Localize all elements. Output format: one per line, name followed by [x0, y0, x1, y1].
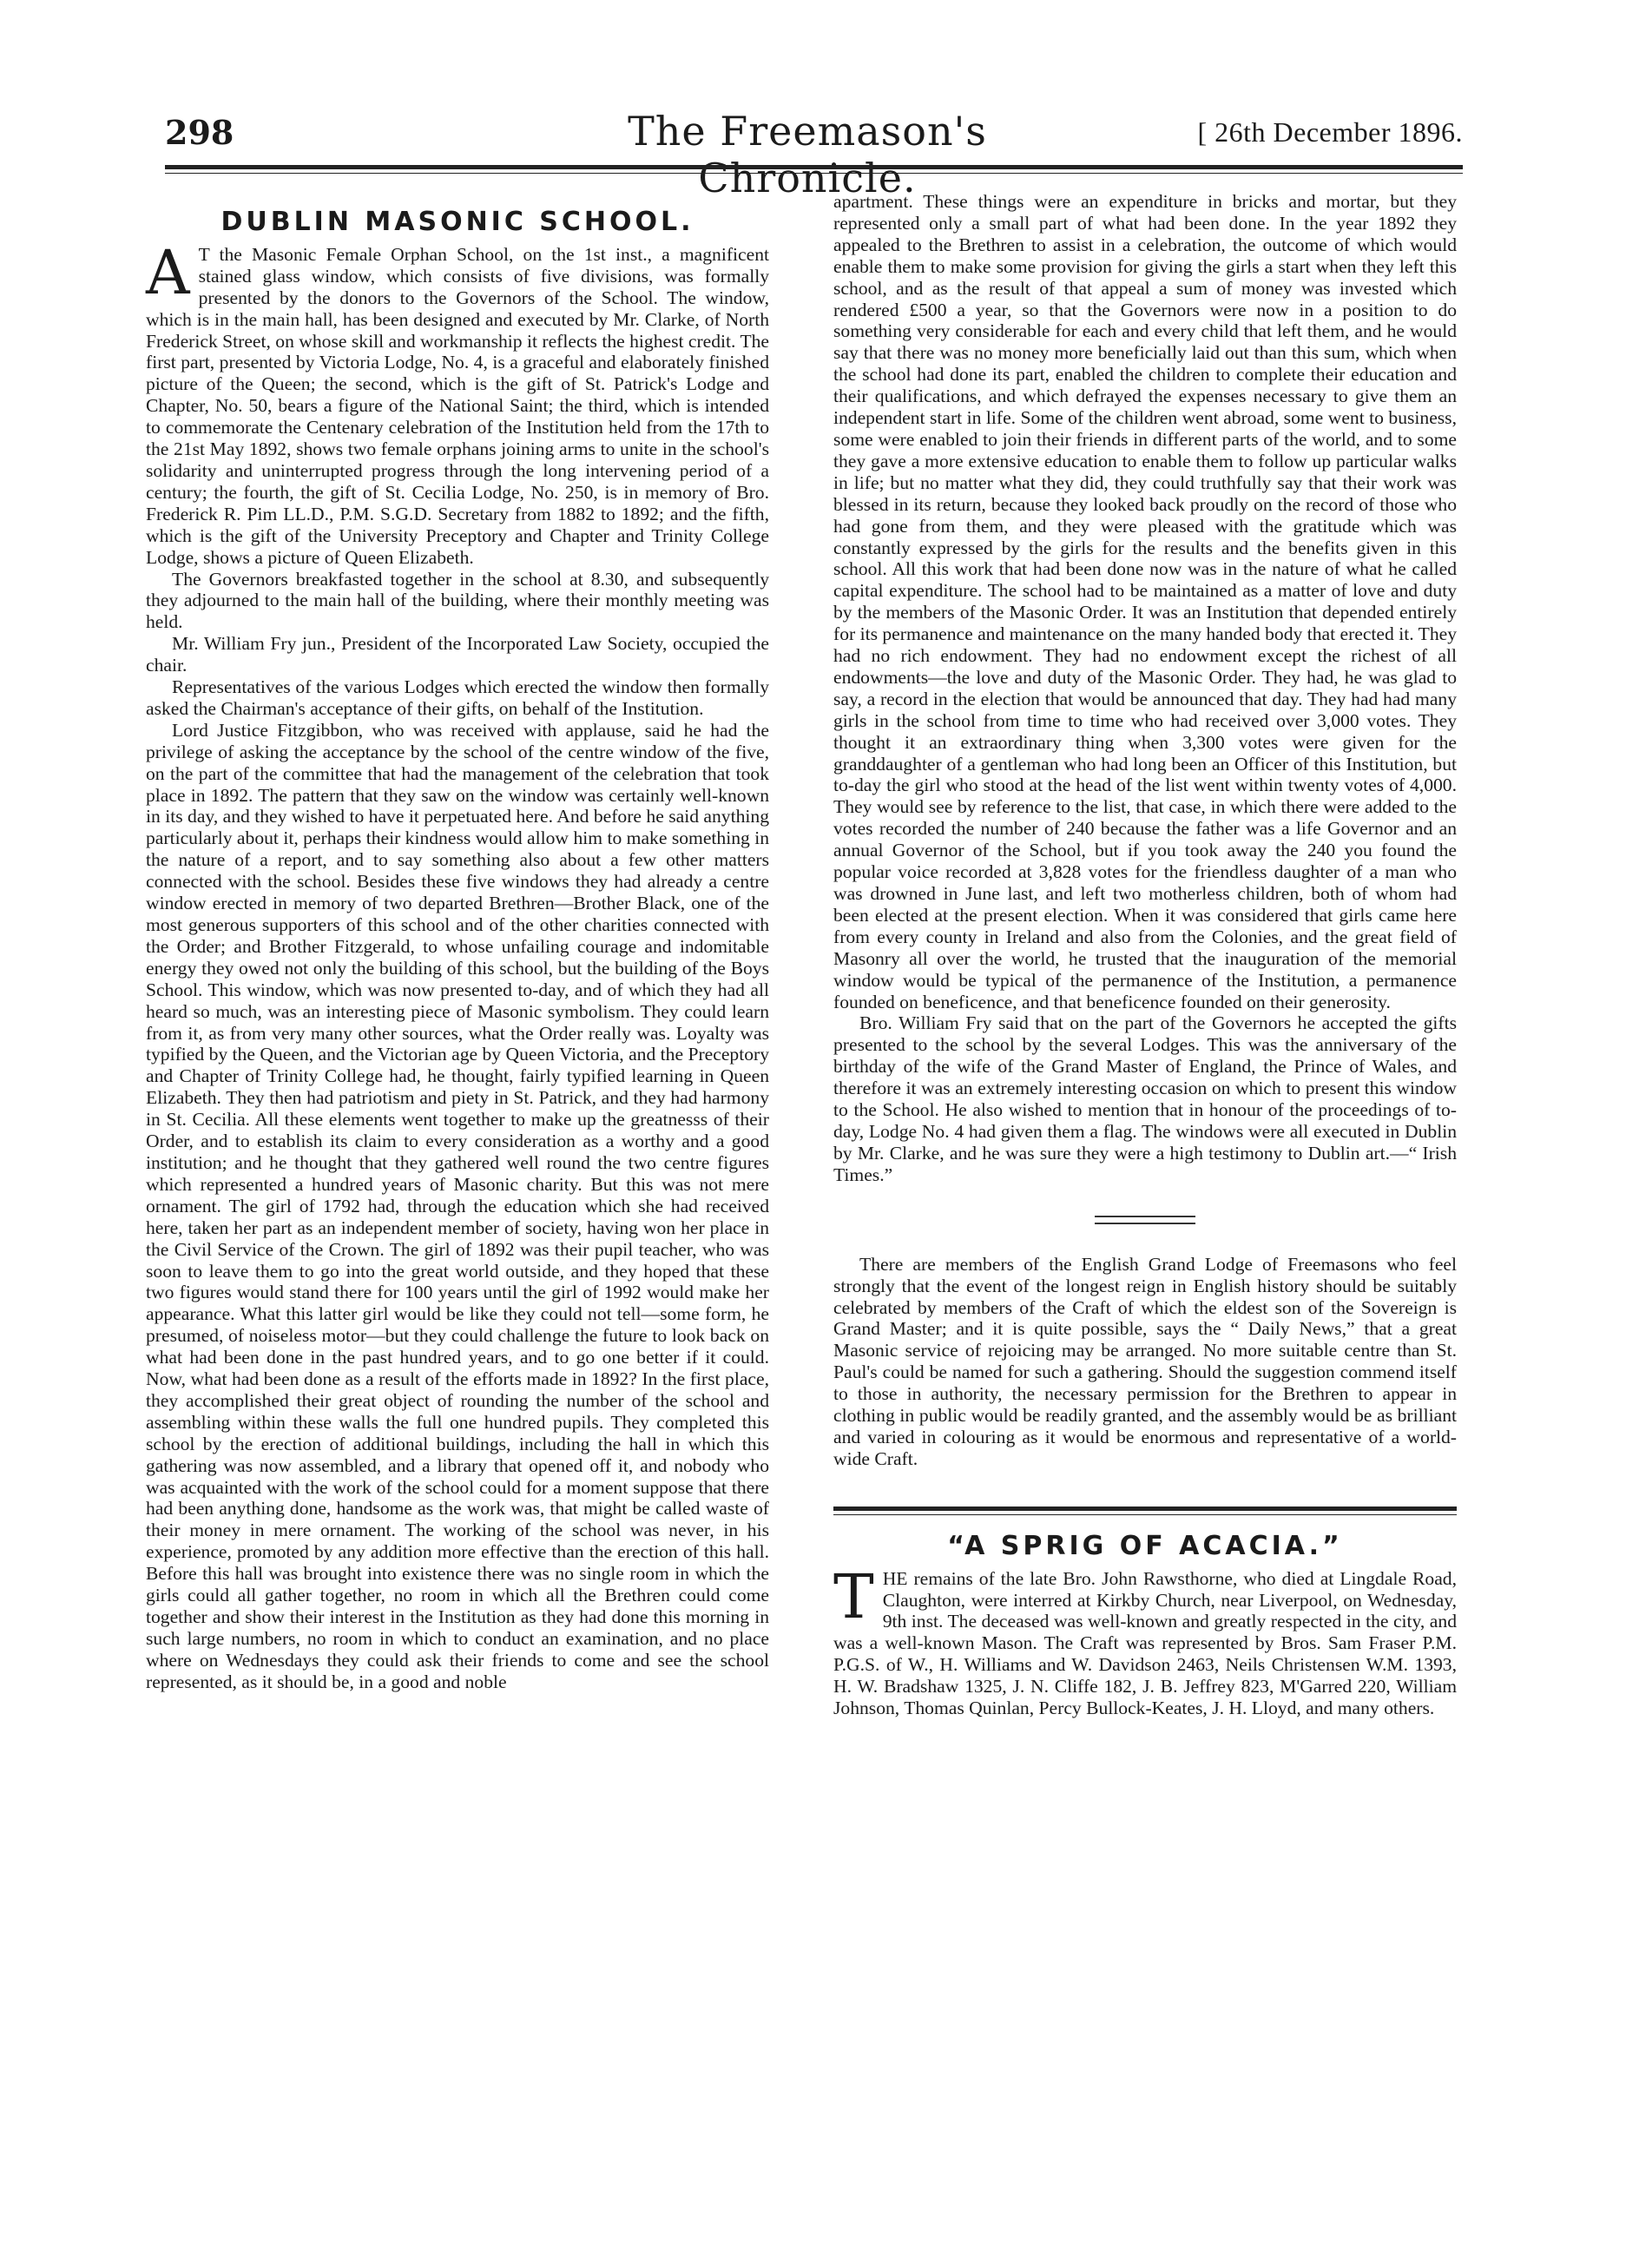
header-rule-thin	[165, 173, 1463, 174]
article-divider-thin	[833, 1514, 1457, 1515]
article-paragraph: apartment. These things were an expenditure in bricks and mortar, but they represented only a small part of what had been done. In the year 1892 they appealed to the Brethren to assist in a celebration, the outcome of which would enable them to make some provision for giving the girls a start when they left this school, and as the result of that appeal a sum of money was invested which rendered £500 a year, so that the Governors were now in a position to do something very considerable for each and every child that left them, and he would say that there was no money more beneficially laid out than this sum, which when the school had done its part, enabled the children to complete their education and their qualifications, and which defrayed the expenses necessary to give them an independent start in life. Some of the children went abroad, some went to business, some were enabled to join their friends in different parts of the world, and to some they gave a more extensive education to enable them to follow up particular walks in life; but no matter what they did, they could truthfully say that their work was blessed in its return, because they looked back proudly on the record of those who had gone from them, and they were pleased with the gratitude which was constantly expressed by the girls for the results and the benefits given in this school. All this work that had been done now was in the nature of what he called capital expenditure. The school had to be maintained as a matter of love and duty by the members of the Masonic Order. It was an Institution that depended entirely for its permanence and maintenance on the many handed body that erected it. They had no rich endowment. They had no endowment except the richest of all endowments—the love and duty of the Masonic Order. They had, he was glad to say, a record in the election that would be announced that day. They had had many girls in the school from time to time who had received over 3,000 votes. They thought it an extraordinary thing when 3,300 votes were given for the granddaughter of a gentleman who had long been an Officer of this Institution, but to-day the girl who stood at the head of the list went within twenty votes of 4,000. They would see by reference to the list, that case, in which there were added to the votes recorded the number of 240 because the father was a life Governor and an annual Governor of the School, but if you took away the 240 you found the popular voice recorded at 3,828 votes for the friendless daughter of a man who was drowned in June last, and left two motherless children, both of whom had been elected at the present election. When it was considered that girls came here from every county in Ireland and also from the Colonies, and the great field of Masonry all over the world, he trusted that the inauguration of the memorial window would be typical of the permanence of the Institution, a permanence founded on beneficence, and that beneficence founded on their generosity.	[833, 191, 1457, 1012]
page-header	[165, 102, 1463, 201]
article-paragraph: The Governors breakfasted together in the school at 8.30, and subsequently they adjourned to the main hall of the building, where their monthly meeting was held.	[146, 568, 769, 633]
article-paragraph: Mr. William Fry jun., President of the Incorporated Law Society, occupied the chair.	[146, 633, 769, 676]
article-paragraph: Lord Justice Fitzgibbon, who was received with applause, said he had the privilege of asking the acceptance by the school of the centre window of the five, on the part of the committee that had the management of the celebration that took place in 1892. The pattern that they saw on the window was certainly well-known in its day, and they wished to have it perpetuated here. And before he said anything particularly about it, perhaps their kindness would allow him to make something in the nature of a report, and to say something also about a few other matters connected with the school. Besides these five windows they had already a centre window erected in memory of two departed Brethren—Brother Black, one of the most generous supporters of this school and of the other charities connected with the Order; and Brother Fitzgerald, to whose unfailing courage and indomitable energy they owed not only the building of this school, but the building of the Boys School. This window, which was now presented to-day, and of which they had all heard so much, was an interesting piece of Masonic symbolism. They could learn from it, as from very many other sources, what the Order really was. Loyalty was typified by the Queen, and the Victorian age by Queen Victoria, and the Preceptory and Chapter of Trinity College had, he thought, fairly typified learning in Queen Elizabeth. They then had patriotism and piety in St. Patrick, and they had harmony in St. Cecilia. All these elements went together to make up the greatnesss of their Order, and to establish its claim to every consideration as a worthy and a good institution; and he thought that they gathered well round the two centre figures which represented a hundred years of Masonic charity. But this was not mere ornament. The girl of 1792 had, through the education which she had received here, taken her part as an independent member of society, having won her place in the Civil Service of the Crown. The girl of 1892 was their pupil teacher, who was soon to leave them to go into the great world outside, and they hoped that these two figures would stand there for 100 years until the girl of 1992 would make her appearance. What this latter girl would be like they could not tell—some form, he presumed, of noiseless motor—but they could challenge the future to look back on what had been done in the past hundred years, and to go one better if it could. Now, what had been done as a result of the efforts made in 1892? In the first place, they accomplished their great object of rounding the number of the school and assembling within these walls the full one hundred pupils. They completed this school by the erection of additional buildings, including the hall in which this gathering was now assembled, and a library that opened off it, and nobody who was acquainted with the work of the school could for a moment suppose that there had been anything done, handsome as the work was, that might be called waste of their money in mere ornament. The working of the school was never, in his experience, promoted by any addition more effective than the erection of this hall. Before this hall was brought into existence there was no single room in which the girls could all gather together, no room in which all the Brethren could come together and show their interest in the Institution as they had done this morning in such large numbers, no room in which to conduct an examination, and no place where on Wednesdays they could ask their friends to come and see the school represented, as it should be, in a good and noble	[146, 719, 769, 1692]
page-number: 298	[165, 113, 234, 152]
article-headline: DUBLIN MASONIC SCHOOL.	[221, 207, 695, 237]
section-divider-2	[1095, 1223, 1195, 1224]
drop-cap: T	[833, 1560, 874, 1632]
article-paragraph: A T the Masonic Female Orphan School, on the 1st inst., a magnificent stained glass window, which consists of five divisions, was formally presented by the donors to the Governors of the School. The window, which is in the main hall, has been designed and executed by Mr. Clarke, of North Frederick Street, on whose skill and workmanship it reflects the highest credit. The first part, presented by Victoria Lodge, No. 4, is a graceful and elaborately finished picture of the Queen; the second, which is the gift of St. Patrick's Lodge and Chapter, No. 50, bears a figure of the National Saint; the third, which is intended to commemorate the Centenary celebration of the Institution held from the 17th to the 21st May 1892, shows two female orphans joining arms to unite in the school's solidarity and uninterrupted progress through the long intervening period of a century; the fourth, the gift of St. Cecilia Lodge, No. 250, is in memory of Bro. Frederick R. Pim LL.D., P.M. S.G.D. Secretary from 1882 to 1892; and the fifth, which is the gift of the University Preceptory and Chapter and Trinity College Lodge, shows a picture of Queen Elizabeth.	[146, 236, 770, 568]
header-rule	[165, 165, 1463, 169]
article-headline-2: “A SPRIG OF ACACIA.”	[947, 1530, 1343, 1561]
article-paragraph: Representatives of the various Lodges which erected the window then formally asked the Chairman's acceptance of their gifts, on behalf of the Institution.	[146, 676, 769, 719]
left-column	[146, 191, 769, 1693]
right-column	[833, 191, 1457, 1719]
article-divider	[833, 1507, 1457, 1511]
drop-cap: A	[146, 236, 190, 308]
masthead-title: The Freemason's Chronicle.	[628, 108, 987, 201]
article-paragraph: THE remains of the late Bro. John Rawsthorne, who died at Lingdale Road, Claughton, were interred at Kirkby Church, near Liverpool, on Wednesday, 9th inst. The deceased was well-known and greatly respected in the city, and was a well-known Mason. The Craft was represented by Bros. Sam Fraser P.M. P.G.S. of W., H. Williams and W. Davidson 2463, Neils Christensen W.M. 1393, H. W. Bradshaw 1325, J. N. Cliffe 182, J. B. Jeffrey 823, M'Garred 220, William Johnson, Thomas Quinlan, Percy Bullock-Keates, J. H. Lloyd, and many others.	[833, 1560, 1457, 1719]
notice-paragraph: There are members of the English Grand Lodge of Freemasons who feel strongly that the event of the longest reign in English history should be suitably celebrated by members of the Craft of which the eldest son of the Sovereign is Grand Master; and it is quite possible, says the “ Daily News,” that a great Masonic service of rejoicing may be arranged. No more suitable centre than St. Paul's could be named for such a gathering. Should the suggestion commend itself to those in authority, the necessary permission for the Brethren to appear in clothing in public would be readily granted, and the assembly would be as brilliant and varied in colouring as it would be enormous and representative of a world-wide Craft.	[833, 1253, 1457, 1469]
article-paragraph: Bro. William Fry said that on the part of the Governors he accepted the gifts presented to the school by the several Lodges. This was the anniversary of the birthday of the wife of the Grand Master of England, the Prince of Wales, and therefore it was an extremely interesting occasion on which to present this window to the School. He also wished to mention that in honour of the proceedings of to-day, Lodge No. 4 had given them a flag. The windows were all executed in Dublin by Mr. Clarke, and he was sure they were a high testimony to Dublin art.—“ Irish Times.”	[833, 1012, 1457, 1185]
issue-date: [ 26th December 1896.	[1197, 116, 1463, 148]
section-divider	[1095, 1216, 1195, 1217]
